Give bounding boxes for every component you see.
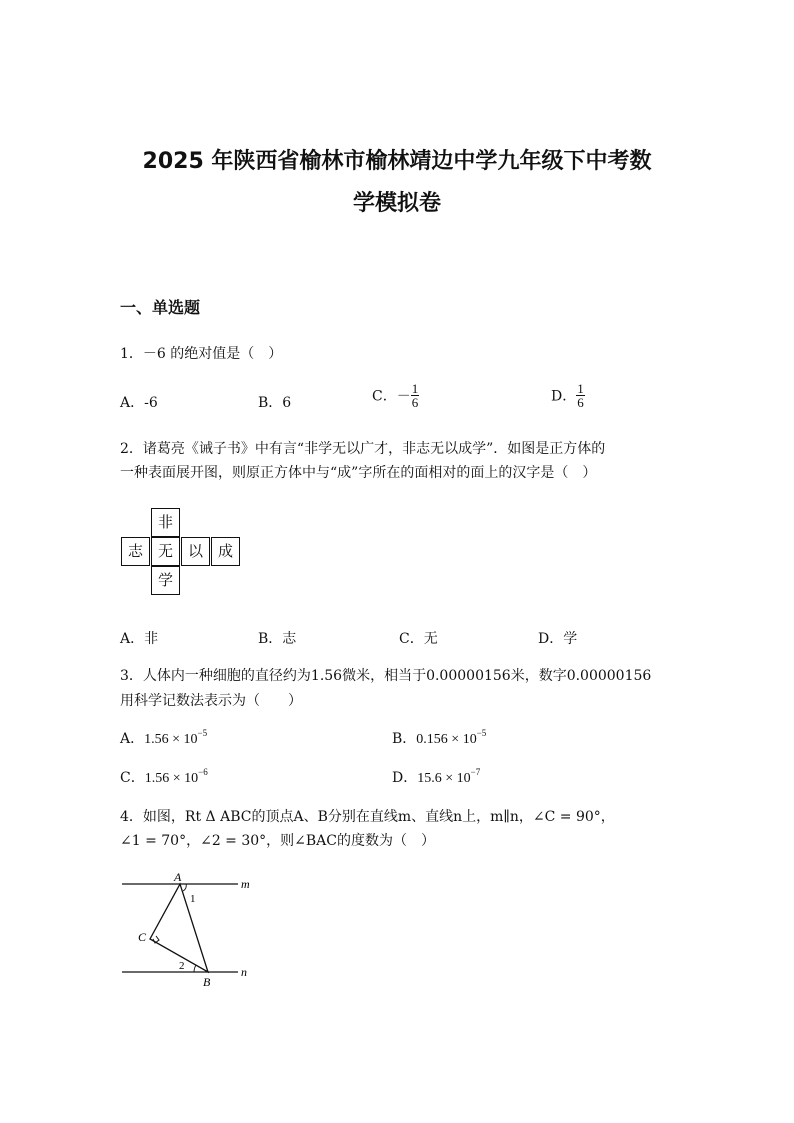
option-label: A．: [120, 731, 145, 747]
fraction-numerator: 1: [411, 381, 419, 396]
page-title-line2: 学模拟卷: [352, 191, 441, 216]
net-cell-yi: 以: [181, 537, 210, 566]
net-cell-xue: 学: [151, 566, 180, 595]
question-3-line1: 3．人体内一种细胞的直径约为1.56微米，相当于0.00000156米，数字0.00000156: [120, 668, 652, 684]
net-cell-fei: 非: [151, 508, 180, 537]
page-title-line1: 2025 年陕西省榆林市榆林靖边中学九年级下中考数: [142, 149, 652, 174]
question-4-line1: 4．如图，Rt Δ ABC的顶点A、B分别在直线m、直线n上，m∥n，∠C = 90°，: [120, 809, 615, 825]
question-2-option-b: B．志: [258, 631, 297, 647]
option-base: 0.156 × 10: [416, 732, 477, 747]
question-2-option-a: A．非: [120, 631, 159, 647]
option-base: 1.56 × 10: [144, 732, 198, 747]
option-base: 15.6 × 10: [417, 771, 471, 786]
option-base: 1.56 × 10: [144, 771, 199, 786]
option-d-fraction: [576, 382, 585, 409]
question-3-option-a: [120, 728, 207, 748]
net-cell-cheng: 成: [211, 537, 240, 566]
label-b: B: [203, 975, 211, 989]
question-2-option-c: C．无: [399, 631, 438, 647]
question-3-option-c: [120, 767, 208, 787]
fraction-numerator: 1: [577, 381, 584, 396]
question-1-option-a: A．-6: [120, 395, 158, 411]
option-c-prefix: C．－: [372, 388, 411, 405]
net-cell-zhi: 志: [121, 537, 150, 566]
question-3-option-b: [392, 728, 486, 748]
question-2-option-d: D．学: [538, 631, 578, 647]
question-1-option-c: [372, 382, 419, 409]
label-n: n: [241, 965, 247, 979]
question-1-option-b: B．6: [258, 395, 292, 411]
label-angle-1: 1: [190, 893, 196, 905]
label-angle-2: 2: [179, 960, 185, 972]
question-4-line2: ∠1 = 70°，∠2 = 30°，则∠BAC的度数为（ ）: [120, 833, 436, 849]
option-label: D．: [392, 770, 418, 786]
question-3-option-d: [392, 767, 480, 787]
option-label: B．: [392, 731, 417, 747]
angle-1-arc: [183, 884, 186, 891]
question-1-stem: 1．－6 的绝对值是（ ）: [120, 346, 283, 362]
option-exponent: −5: [476, 728, 487, 738]
section-heading: 一、单选题: [120, 298, 201, 317]
option-label: C．: [120, 770, 145, 786]
option-exponent: −5: [197, 728, 208, 738]
label-a: A: [174, 870, 182, 884]
option-exponent: −6: [198, 767, 208, 777]
question-3-line2: 用科学记数法表示为（ ）: [120, 693, 302, 709]
label-c: C: [138, 930, 147, 944]
angle-2-arc: [194, 965, 196, 972]
option-c-fraction: [411, 382, 420, 409]
question-2-line2: 一种表面展开图，则原正方体中与“成”字所在的面相对的面上的汉字是（ ）: [120, 465, 597, 481]
option-exponent: −7: [470, 767, 481, 777]
triangle-figure: [110, 868, 270, 993]
fraction-denominator: 6: [577, 395, 584, 410]
question-2-line1: 2．诸葛亮《诫子书》中有言“非学无以广才，非志无以成学”．如图是正方体的: [120, 441, 606, 457]
question-1-option-d: [551, 382, 585, 409]
option-d-prefix: D．: [551, 388, 577, 405]
fraction-denominator: 6: [411, 395, 419, 410]
triangle-abc: [150, 884, 208, 972]
label-m: m: [241, 877, 250, 891]
net-cell-wu: 无: [151, 537, 180, 566]
